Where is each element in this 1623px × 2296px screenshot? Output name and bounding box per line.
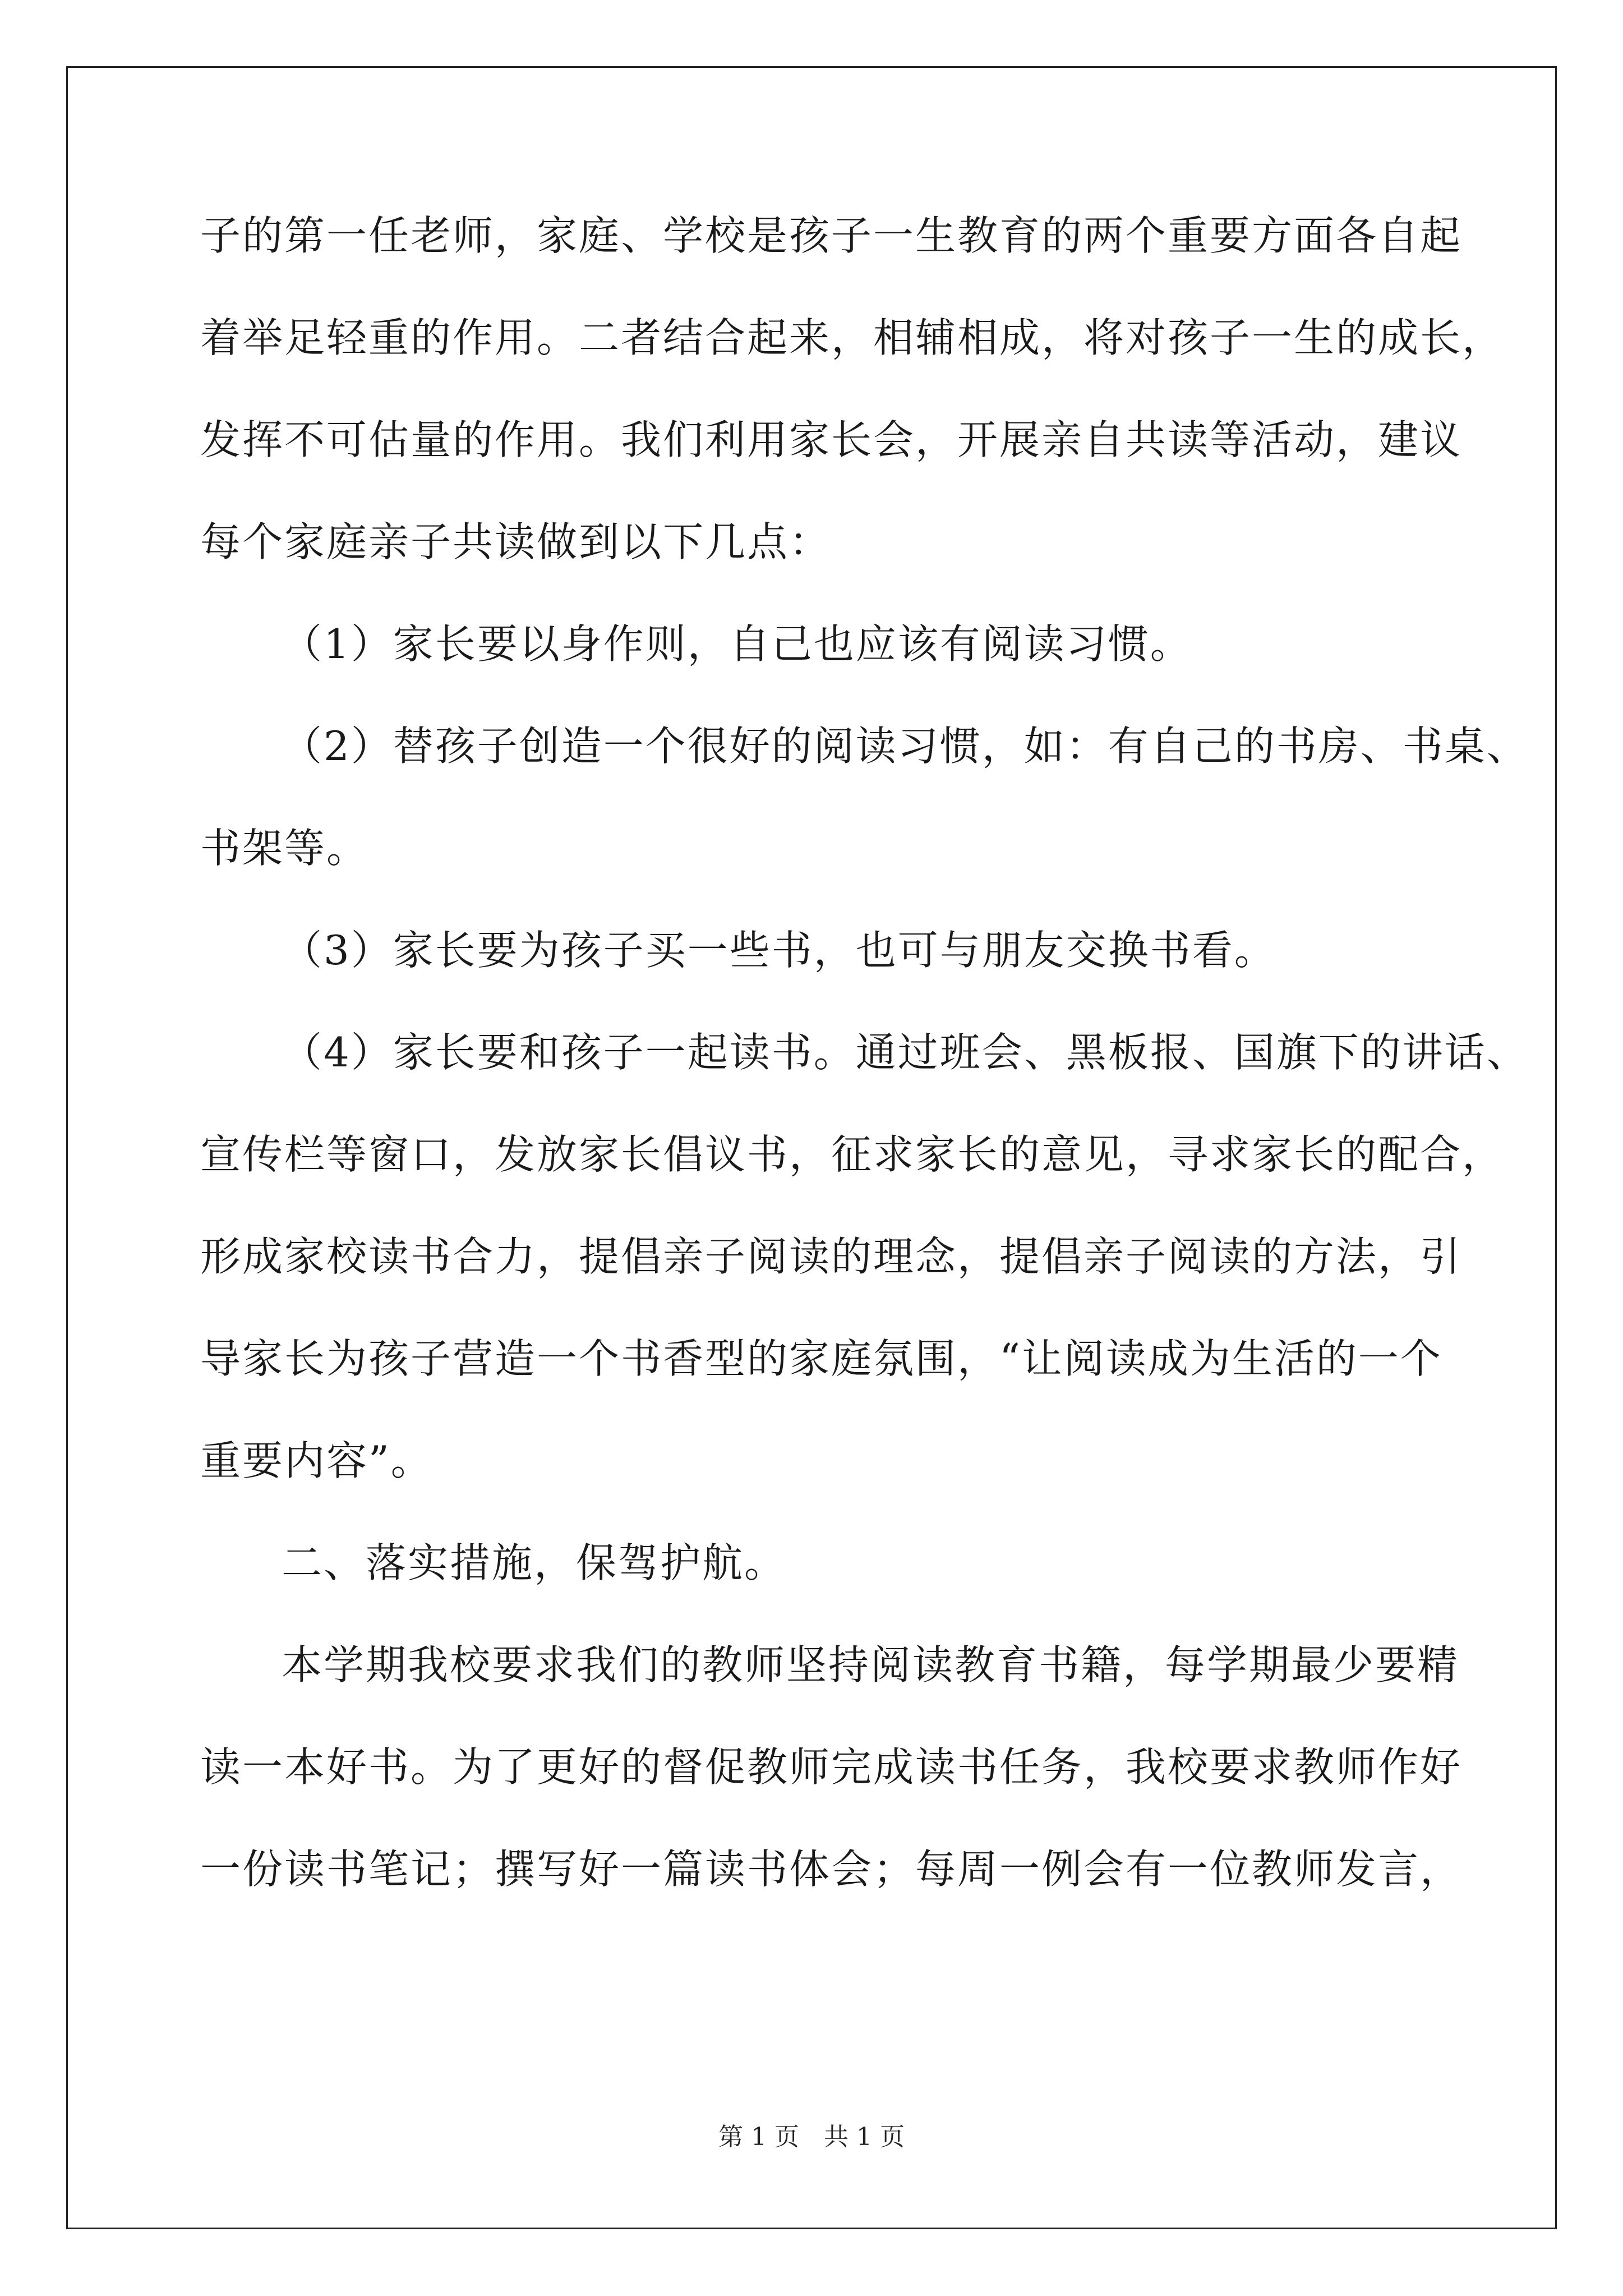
text-line: 重要内容”。 xyxy=(200,1437,433,1484)
text-line: 形成家校读书合力，提倡亲子阅读的理念，提倡亲子阅读的方法，引 xyxy=(200,1233,1463,1280)
text-line: 本学期我校要求我们的教师坚持阅读教育书籍，每学期最少要精 xyxy=(282,1641,1460,1688)
page-number-footer: 第 1 页 共 1 页 xyxy=(718,2123,905,2151)
text-line: 子的第一任老师，家庭、学校是孩子一生教育的两个重要方面各自起 xyxy=(200,212,1463,259)
text-line: 着举足轻重的作用。二者结合起来，相辅相成，将对孩子一生的成长， xyxy=(200,314,1505,361)
text-line: （2）替孩子创造一个很好的阅读习惯，如：有自己的书房、书桌、 xyxy=(282,723,1529,770)
text-line: 导家长为孩子营造一个书香型的家庭氛围，“让阅读成为生活的一个 xyxy=(200,1335,1442,1382)
text-line: （4）家长要和孩子一起读书。通过班会、黑板报、国旗下的讲话、 xyxy=(282,1029,1529,1076)
text-line: 每个家庭亲子共读做到以下几点： xyxy=(200,518,832,565)
text-line: （1）家长要以身作则，自己也应该有阅读习惯。 xyxy=(282,620,1192,668)
text-line: （3）家长要为孩子买一些书，也可与朋友交换书看。 xyxy=(282,927,1276,974)
section-heading: 二、落实措施，保驾护航。 xyxy=(282,1539,787,1586)
text-line: 一份读书笔记；撰写好一篇读书体会；每周一例会有一位教师发言， xyxy=(200,1846,1463,1893)
text-line: 发挥不可估量的作用。我们利用家长会，开展亲自共读等活动，建议 xyxy=(200,416,1463,463)
text-line: 读一本好书。为了更好的督促教师完成读书任务，我校要求教师作好 xyxy=(200,1743,1463,1791)
text-line: 宣传栏等窗口，发放家长倡议书，征求家长的意见，寻求家长的配合， xyxy=(200,1131,1505,1178)
text-line: 书架等。 xyxy=(200,825,369,872)
